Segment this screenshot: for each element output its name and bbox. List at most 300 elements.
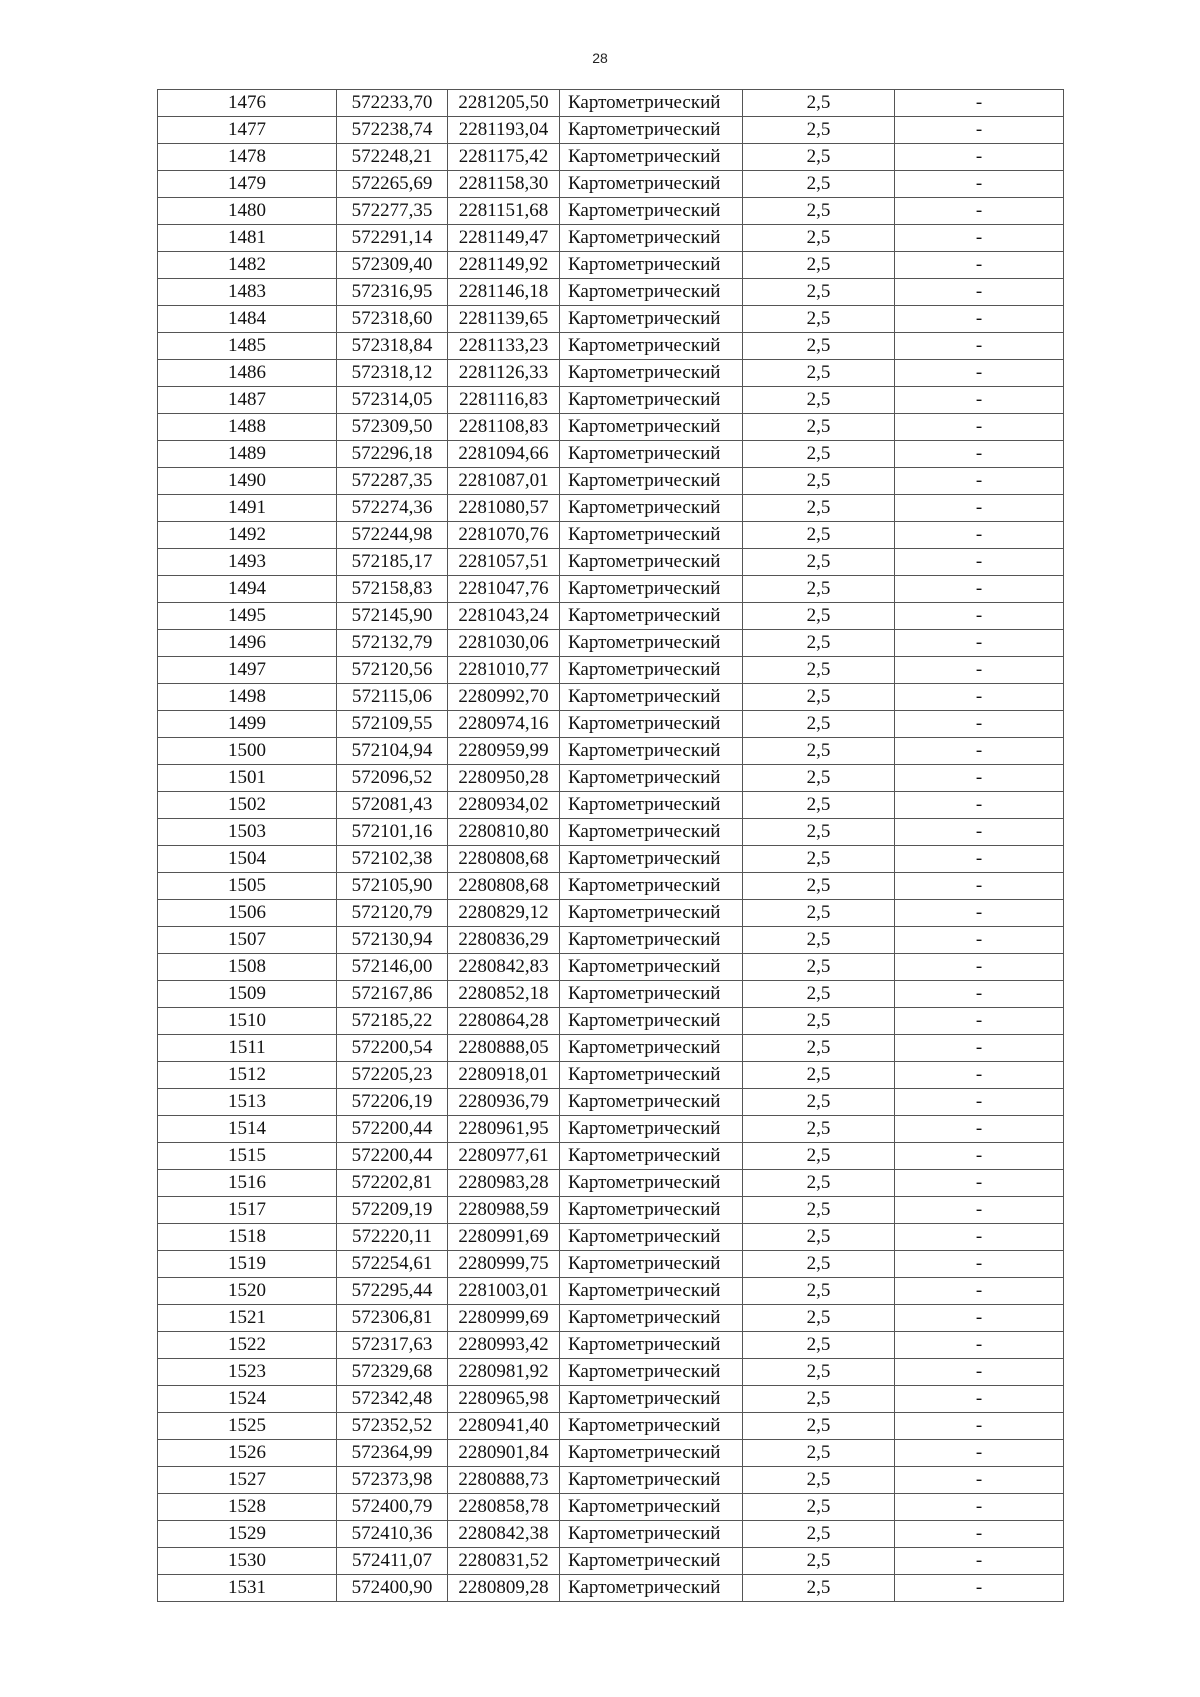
accuracy-cell: 2,5 — [743, 468, 895, 495]
point-number-cell: 1491 — [158, 495, 337, 522]
accuracy-cell: 2,5 — [743, 549, 895, 576]
y-coordinate-cell: 2281151,68 — [448, 198, 560, 225]
point-number-cell: 1503 — [158, 819, 337, 846]
point-number-cell: 1525 — [158, 1413, 337, 1440]
method-cell: Картометрический — [560, 117, 743, 144]
description-cell: - — [895, 252, 1064, 279]
table-row — [158, 981, 1064, 1008]
y-coordinate-cell: 2280981,92 — [448, 1359, 560, 1386]
table-row — [158, 1089, 1064, 1116]
table-row — [158, 1170, 1064, 1197]
accuracy-cell: 2,5 — [743, 198, 895, 225]
accuracy-cell: 2,5 — [743, 1413, 895, 1440]
method-cell: Картометрический — [560, 927, 743, 954]
method-cell: Картометрический — [560, 306, 743, 333]
point-number-cell: 1481 — [158, 225, 337, 252]
accuracy-cell: 2,5 — [743, 1305, 895, 1332]
y-coordinate-cell: 2280991,69 — [448, 1224, 560, 1251]
description-cell: - — [895, 846, 1064, 873]
description-cell: - — [895, 738, 1064, 765]
accuracy-cell: 2,5 — [743, 981, 895, 1008]
x-coordinate-cell: 572238,74 — [337, 117, 448, 144]
accuracy-cell: 2,5 — [743, 225, 895, 252]
table-row — [158, 495, 1064, 522]
point-number-cell: 1508 — [158, 954, 337, 981]
y-coordinate-cell: 2281205,50 — [448, 90, 560, 117]
method-cell: Картометрический — [560, 1575, 743, 1602]
table-row — [158, 1386, 1064, 1413]
table-row — [158, 252, 1064, 279]
table-row — [158, 117, 1064, 144]
y-coordinate-cell: 2280842,83 — [448, 954, 560, 981]
y-coordinate-cell: 2280965,98 — [448, 1386, 560, 1413]
accuracy-cell: 2,5 — [743, 117, 895, 144]
y-coordinate-cell: 2281047,76 — [448, 576, 560, 603]
method-cell: Картометрический — [560, 171, 743, 198]
x-coordinate-cell: 572318,12 — [337, 360, 448, 387]
y-coordinate-cell: 2280999,75 — [448, 1251, 560, 1278]
x-coordinate-cell: 572081,43 — [337, 792, 448, 819]
table-row — [158, 1521, 1064, 1548]
table-row — [158, 765, 1064, 792]
point-number-cell: 1529 — [158, 1521, 337, 1548]
description-cell: - — [895, 1575, 1064, 1602]
x-coordinate-cell: 572206,19 — [337, 1089, 448, 1116]
x-coordinate-cell: 572277,35 — [337, 198, 448, 225]
description-cell: - — [895, 954, 1064, 981]
accuracy-cell: 2,5 — [743, 657, 895, 684]
y-coordinate-cell: 2280829,12 — [448, 900, 560, 927]
point-number-cell: 1504 — [158, 846, 337, 873]
method-cell: Картометрический — [560, 414, 743, 441]
table-row — [158, 198, 1064, 225]
accuracy-cell: 2,5 — [743, 1494, 895, 1521]
x-coordinate-cell: 572200,44 — [337, 1143, 448, 1170]
accuracy-cell: 2,5 — [743, 1386, 895, 1413]
method-cell: Картометрический — [560, 1251, 743, 1278]
table-row — [158, 1224, 1064, 1251]
x-coordinate-cell: 572287,35 — [337, 468, 448, 495]
x-coordinate-cell: 572146,00 — [337, 954, 448, 981]
x-coordinate-cell: 572200,44 — [337, 1116, 448, 1143]
table-row — [158, 414, 1064, 441]
point-number-cell: 1482 — [158, 252, 337, 279]
y-coordinate-cell: 2280864,28 — [448, 1008, 560, 1035]
x-coordinate-cell: 572101,16 — [337, 819, 448, 846]
point-number-cell: 1500 — [158, 738, 337, 765]
description-cell: - — [895, 684, 1064, 711]
accuracy-cell: 2,5 — [743, 576, 895, 603]
accuracy-cell: 2,5 — [743, 360, 895, 387]
accuracy-cell: 2,5 — [743, 846, 895, 873]
point-number-cell: 1492 — [158, 522, 337, 549]
y-coordinate-cell: 2280852,18 — [448, 981, 560, 1008]
x-coordinate-cell: 572342,48 — [337, 1386, 448, 1413]
y-coordinate-cell: 2280992,70 — [448, 684, 560, 711]
x-coordinate-cell: 572248,21 — [337, 144, 448, 171]
description-cell: - — [895, 657, 1064, 684]
y-coordinate-cell: 2280809,28 — [448, 1575, 560, 1602]
description-cell: - — [895, 765, 1064, 792]
table-row — [158, 1062, 1064, 1089]
table-row — [158, 711, 1064, 738]
description-cell: - — [895, 360, 1064, 387]
description-cell: - — [895, 1359, 1064, 1386]
description-cell: - — [895, 981, 1064, 1008]
accuracy-cell: 2,5 — [743, 333, 895, 360]
method-cell: Картометрический — [560, 1359, 743, 1386]
y-coordinate-cell: 2281087,01 — [448, 468, 560, 495]
x-coordinate-cell: 572274,36 — [337, 495, 448, 522]
x-coordinate-cell: 572411,07 — [337, 1548, 448, 1575]
accuracy-cell: 2,5 — [743, 1548, 895, 1575]
point-number-cell: 1519 — [158, 1251, 337, 1278]
table-row — [158, 1467, 1064, 1494]
description-cell: - — [895, 333, 1064, 360]
y-coordinate-cell: 2280858,78 — [448, 1494, 560, 1521]
x-coordinate-cell: 572296,18 — [337, 441, 448, 468]
x-coordinate-cell: 572145,90 — [337, 603, 448, 630]
x-coordinate-cell: 572185,22 — [337, 1008, 448, 1035]
point-number-cell: 1515 — [158, 1143, 337, 1170]
x-coordinate-cell: 572265,69 — [337, 171, 448, 198]
table-row — [158, 927, 1064, 954]
point-number-cell: 1484 — [158, 306, 337, 333]
method-cell: Картометрический — [560, 954, 743, 981]
x-coordinate-cell: 572185,17 — [337, 549, 448, 576]
accuracy-cell: 2,5 — [743, 927, 895, 954]
description-cell: - — [895, 1467, 1064, 1494]
y-coordinate-cell: 2281070,76 — [448, 522, 560, 549]
x-coordinate-cell: 572400,90 — [337, 1575, 448, 1602]
y-coordinate-cell: 2280988,59 — [448, 1197, 560, 1224]
point-number-cell: 1479 — [158, 171, 337, 198]
y-coordinate-cell: 2280983,28 — [448, 1170, 560, 1197]
method-cell: Картометрический — [560, 846, 743, 873]
accuracy-cell: 2,5 — [743, 1440, 895, 1467]
point-number-cell: 1502 — [158, 792, 337, 819]
description-cell: - — [895, 198, 1064, 225]
point-number-cell: 1487 — [158, 387, 337, 414]
table-row — [158, 1035, 1064, 1062]
y-coordinate-cell: 2281116,83 — [448, 387, 560, 414]
point-number-cell: 1521 — [158, 1305, 337, 1332]
description-cell: - — [895, 603, 1064, 630]
table-row — [158, 1440, 1064, 1467]
method-cell: Картометрический — [560, 603, 743, 630]
point-number-cell: 1527 — [158, 1467, 337, 1494]
point-number-cell: 1496 — [158, 630, 337, 657]
method-cell: Картометрический — [560, 279, 743, 306]
x-coordinate-cell: 572158,83 — [337, 576, 448, 603]
method-cell: Картометрический — [560, 1089, 743, 1116]
accuracy-cell: 2,5 — [743, 306, 895, 333]
x-coordinate-cell: 572306,81 — [337, 1305, 448, 1332]
description-cell: - — [895, 576, 1064, 603]
method-cell: Картометрический — [560, 1440, 743, 1467]
y-coordinate-cell: 2281094,66 — [448, 441, 560, 468]
table-row — [158, 1197, 1064, 1224]
table-row — [158, 1494, 1064, 1521]
accuracy-cell: 2,5 — [743, 1062, 895, 1089]
x-coordinate-cell: 572202,81 — [337, 1170, 448, 1197]
accuracy-cell: 2,5 — [743, 1332, 895, 1359]
accuracy-cell: 2,5 — [743, 1089, 895, 1116]
y-coordinate-cell: 2281158,30 — [448, 171, 560, 198]
x-coordinate-cell: 572314,05 — [337, 387, 448, 414]
table-row — [158, 441, 1064, 468]
table-row — [158, 1413, 1064, 1440]
description-cell: - — [895, 306, 1064, 333]
x-coordinate-cell: 572329,68 — [337, 1359, 448, 1386]
method-cell: Картометрический — [560, 333, 743, 360]
description-cell: - — [895, 927, 1064, 954]
y-coordinate-cell: 2281139,65 — [448, 306, 560, 333]
table-row — [158, 279, 1064, 306]
x-coordinate-cell: 572096,52 — [337, 765, 448, 792]
point-number-cell: 1495 — [158, 603, 337, 630]
method-cell: Картометрический — [560, 1521, 743, 1548]
accuracy-cell: 2,5 — [743, 1521, 895, 1548]
method-cell: Картометрический — [560, 630, 743, 657]
table-row — [158, 1251, 1064, 1278]
method-cell: Картометрический — [560, 711, 743, 738]
x-coordinate-cell: 572400,79 — [337, 1494, 448, 1521]
y-coordinate-cell: 2280888,05 — [448, 1035, 560, 1062]
accuracy-cell: 2,5 — [743, 279, 895, 306]
point-number-cell: 1511 — [158, 1035, 337, 1062]
method-cell: Картометрический — [560, 873, 743, 900]
method-cell: Картометрический — [560, 468, 743, 495]
description-cell: - — [895, 1278, 1064, 1305]
method-cell: Картометрический — [560, 576, 743, 603]
accuracy-cell: 2,5 — [743, 738, 895, 765]
method-cell: Картометрический — [560, 1143, 743, 1170]
accuracy-cell: 2,5 — [743, 684, 895, 711]
y-coordinate-cell: 2280918,01 — [448, 1062, 560, 1089]
point-number-cell: 1493 — [158, 549, 337, 576]
table-row — [158, 1008, 1064, 1035]
method-cell: Картометрический — [560, 441, 743, 468]
table-row — [158, 738, 1064, 765]
y-coordinate-cell: 2281133,23 — [448, 333, 560, 360]
point-number-cell: 1509 — [158, 981, 337, 1008]
method-cell: Картометрический — [560, 792, 743, 819]
x-coordinate-cell: 572254,61 — [337, 1251, 448, 1278]
x-coordinate-cell: 572102,38 — [337, 846, 448, 873]
accuracy-cell: 2,5 — [743, 522, 895, 549]
description-cell: - — [895, 495, 1064, 522]
method-cell: Картометрический — [560, 1305, 743, 1332]
point-number-cell: 1530 — [158, 1548, 337, 1575]
table-row — [158, 900, 1064, 927]
description-cell: - — [895, 1251, 1064, 1278]
method-cell: Картометрический — [560, 1116, 743, 1143]
method-cell: Картометрический — [560, 1170, 743, 1197]
description-cell: - — [895, 549, 1064, 576]
method-cell: Картометрический — [560, 522, 743, 549]
description-cell: - — [895, 1413, 1064, 1440]
table-row — [158, 468, 1064, 495]
method-cell: Картометрический — [560, 1494, 743, 1521]
accuracy-cell: 2,5 — [743, 90, 895, 117]
y-coordinate-cell: 2280977,61 — [448, 1143, 560, 1170]
table-row — [158, 873, 1064, 900]
point-number-cell: 1477 — [158, 117, 337, 144]
description-cell: - — [895, 1386, 1064, 1413]
table-row — [158, 630, 1064, 657]
table-row — [158, 684, 1064, 711]
table-row — [158, 90, 1064, 117]
x-coordinate-cell: 572209,19 — [337, 1197, 448, 1224]
accuracy-cell: 2,5 — [743, 1224, 895, 1251]
accuracy-cell: 2,5 — [743, 1359, 895, 1386]
table-row — [158, 846, 1064, 873]
description-cell: - — [895, 1494, 1064, 1521]
y-coordinate-cell: 2280808,68 — [448, 846, 560, 873]
table-row — [158, 549, 1064, 576]
table-row — [158, 1143, 1064, 1170]
description-cell: - — [895, 522, 1064, 549]
description-cell: - — [895, 387, 1064, 414]
method-cell: Картометрический — [560, 252, 743, 279]
y-coordinate-cell: 2281043,24 — [448, 603, 560, 630]
point-number-cell: 1513 — [158, 1089, 337, 1116]
method-cell: Картометрический — [560, 1386, 743, 1413]
accuracy-cell: 2,5 — [743, 1278, 895, 1305]
accuracy-cell: 2,5 — [743, 1251, 895, 1278]
y-coordinate-cell: 2280901,84 — [448, 1440, 560, 1467]
method-cell: Картометрический — [560, 981, 743, 1008]
y-coordinate-cell: 2280808,68 — [448, 873, 560, 900]
y-coordinate-cell: 2281030,06 — [448, 630, 560, 657]
table-row — [158, 360, 1064, 387]
x-coordinate-cell: 572167,86 — [337, 981, 448, 1008]
method-cell: Картометрический — [560, 900, 743, 927]
x-coordinate-cell: 572244,98 — [337, 522, 448, 549]
x-coordinate-cell: 572295,44 — [337, 1278, 448, 1305]
point-number-cell: 1518 — [158, 1224, 337, 1251]
table-row — [158, 792, 1064, 819]
description-cell: - — [895, 414, 1064, 441]
accuracy-cell: 2,5 — [743, 630, 895, 657]
accuracy-cell: 2,5 — [743, 765, 895, 792]
accuracy-cell: 2,5 — [743, 900, 895, 927]
table-row — [158, 1359, 1064, 1386]
point-number-cell: 1490 — [158, 468, 337, 495]
description-cell: - — [895, 711, 1064, 738]
y-coordinate-cell: 2281149,47 — [448, 225, 560, 252]
point-number-cell: 1498 — [158, 684, 337, 711]
method-cell: Картометрический — [560, 765, 743, 792]
method-cell: Картометрический — [560, 738, 743, 765]
description-cell: - — [895, 900, 1064, 927]
description-cell: - — [895, 117, 1064, 144]
y-coordinate-cell: 2280999,69 — [448, 1305, 560, 1332]
accuracy-cell: 2,5 — [743, 819, 895, 846]
description-cell: - — [895, 279, 1064, 306]
point-number-cell: 1489 — [158, 441, 337, 468]
table-row — [158, 1332, 1064, 1359]
x-coordinate-cell: 572205,23 — [337, 1062, 448, 1089]
method-cell: Картометрический — [560, 819, 743, 846]
table-row — [158, 1548, 1064, 1575]
table-row — [158, 144, 1064, 171]
method-cell: Картометрический — [560, 549, 743, 576]
accuracy-cell: 2,5 — [743, 1197, 895, 1224]
description-cell: - — [895, 1035, 1064, 1062]
point-number-cell: 1485 — [158, 333, 337, 360]
x-coordinate-cell: 572410,36 — [337, 1521, 448, 1548]
description-cell: - — [895, 171, 1064, 198]
x-coordinate-cell: 572132,79 — [337, 630, 448, 657]
description-cell: - — [895, 468, 1064, 495]
point-number-cell: 1522 — [158, 1332, 337, 1359]
point-number-cell: 1528 — [158, 1494, 337, 1521]
x-coordinate-cell: 572317,63 — [337, 1332, 448, 1359]
table-row — [158, 333, 1064, 360]
description-cell: - — [895, 1197, 1064, 1224]
table-row — [158, 1116, 1064, 1143]
x-coordinate-cell: 572200,54 — [337, 1035, 448, 1062]
table-row — [158, 306, 1064, 333]
point-number-cell: 1499 — [158, 711, 337, 738]
table-row — [158, 657, 1064, 684]
method-cell: Картометрический — [560, 1035, 743, 1062]
x-coordinate-cell: 572318,60 — [337, 306, 448, 333]
point-number-cell: 1505 — [158, 873, 337, 900]
point-number-cell: 1478 — [158, 144, 337, 171]
description-cell: - — [895, 1224, 1064, 1251]
method-cell: Картометрический — [560, 360, 743, 387]
point-number-cell: 1520 — [158, 1278, 337, 1305]
accuracy-cell: 2,5 — [743, 1008, 895, 1035]
table-row — [158, 954, 1064, 981]
y-coordinate-cell: 2281175,42 — [448, 144, 560, 171]
accuracy-cell: 2,5 — [743, 387, 895, 414]
y-coordinate-cell: 2281003,01 — [448, 1278, 560, 1305]
y-coordinate-cell: 2281149,92 — [448, 252, 560, 279]
point-number-cell: 1510 — [158, 1008, 337, 1035]
description-cell: - — [895, 792, 1064, 819]
table-row — [158, 225, 1064, 252]
description-cell: - — [895, 1062, 1064, 1089]
method-cell: Картометрический — [560, 684, 743, 711]
table-row — [158, 1575, 1064, 1602]
table-row — [158, 387, 1064, 414]
method-cell: Картометрический — [560, 90, 743, 117]
description-cell: - — [895, 144, 1064, 171]
method-cell: Картометрический — [560, 1224, 743, 1251]
point-number-cell: 1523 — [158, 1359, 337, 1386]
method-cell: Картометрический — [560, 1062, 743, 1089]
accuracy-cell: 2,5 — [743, 441, 895, 468]
x-coordinate-cell: 572352,52 — [337, 1413, 448, 1440]
x-coordinate-cell: 572233,70 — [337, 90, 448, 117]
y-coordinate-cell: 2280810,80 — [448, 819, 560, 846]
method-cell: Картометрический — [560, 1278, 743, 1305]
accuracy-cell: 2,5 — [743, 1575, 895, 1602]
x-coordinate-cell: 572105,90 — [337, 873, 448, 900]
accuracy-cell: 2,5 — [743, 252, 895, 279]
table-row — [158, 576, 1064, 603]
point-number-cell: 1501 — [158, 765, 337, 792]
table-row — [158, 1305, 1064, 1332]
method-cell: Картометрический — [560, 1467, 743, 1494]
point-number-cell: 1476 — [158, 90, 337, 117]
method-cell: Картометрический — [560, 495, 743, 522]
description-cell: - — [895, 1548, 1064, 1575]
